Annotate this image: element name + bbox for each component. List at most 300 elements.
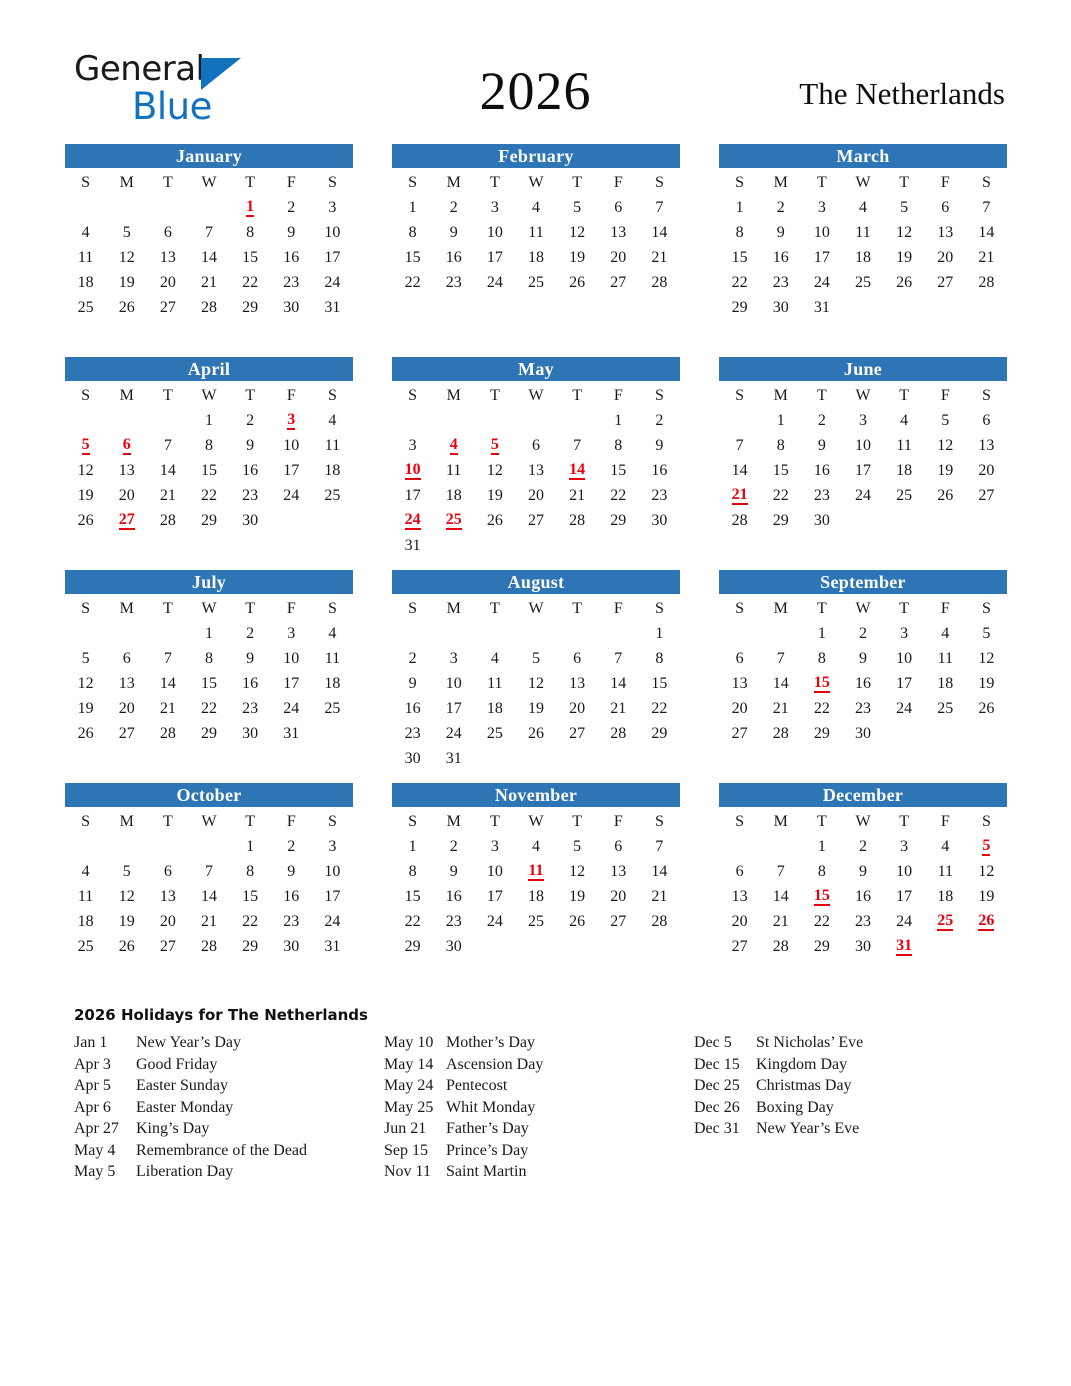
- day-cell-empty: [842, 295, 883, 320]
- day-cell: 10: [854, 436, 871, 454]
- day-cell: 23: [283, 273, 300, 291]
- day-cell-empty: [966, 934, 1007, 959]
- day-cell-empty: [474, 621, 515, 646]
- day-cell: 25: [324, 486, 341, 504]
- day-cell-holiday: [106, 508, 147, 533]
- week-row: [719, 195, 1007, 220]
- day-cell-empty: [65, 195, 106, 220]
- day-cell: 20: [159, 912, 176, 930]
- day-cell-empty: [598, 746, 639, 771]
- day-cell: 24: [486, 912, 503, 930]
- holiday-list-item: [384, 1054, 694, 1076]
- day-cell: 10: [896, 649, 913, 667]
- day-cell: 9: [858, 649, 867, 667]
- holiday-date: May 4: [74, 1141, 116, 1159]
- weekday-header: S: [408, 599, 418, 617]
- day-cell: 18: [527, 887, 544, 905]
- day-cell: 13: [118, 674, 135, 692]
- day-number: 26: [978, 912, 995, 929]
- day-cell-holiday: [271, 408, 312, 433]
- weekday-header-row: [719, 596, 1007, 621]
- day-cell: 10: [486, 223, 503, 241]
- day-cell: 29: [610, 511, 627, 529]
- day-cell-empty: [188, 195, 229, 220]
- day-cell-empty: [598, 533, 639, 558]
- day-cell: 12: [978, 649, 995, 667]
- day-cell: 8: [614, 436, 623, 454]
- day-cell: 27: [118, 724, 135, 742]
- week-row: [392, 746, 680, 771]
- holiday-list-item: [74, 1161, 384, 1183]
- day-number: 1: [246, 198, 255, 215]
- holiday-date: Nov 11: [384, 1163, 431, 1180]
- week-row: [719, 884, 1007, 909]
- day-cell: 4: [941, 624, 950, 642]
- day-cell: 7: [614, 649, 623, 667]
- day-cell: 24: [896, 699, 913, 717]
- day-cell-empty: [925, 508, 966, 533]
- week-row: [719, 408, 1007, 433]
- day-cell: 17: [283, 461, 300, 479]
- holiday-date: Jan 1: [74, 1034, 108, 1051]
- holiday-list-item: [384, 1140, 694, 1162]
- day-cell: 17: [486, 887, 503, 905]
- weekday-header: W: [201, 173, 217, 191]
- weekday-header: S: [327, 173, 337, 191]
- day-cell: 3: [900, 837, 909, 855]
- day-cell: 22: [813, 912, 830, 930]
- holiday-date: May 25: [384, 1098, 434, 1116]
- day-cell-empty: [966, 508, 1007, 533]
- month-title: March: [719, 144, 1007, 168]
- weekday-header: T: [816, 173, 827, 191]
- day-cell: 3: [817, 198, 826, 216]
- day-cell-empty: [147, 834, 188, 859]
- day-cell-empty: [639, 746, 680, 771]
- weekday-header: W: [855, 812, 871, 830]
- day-cell: 1: [776, 411, 785, 429]
- day-cell: 6: [163, 862, 172, 880]
- day-cell: 6: [163, 223, 172, 241]
- holidays-columns: [74, 1032, 1014, 1183]
- day-cell: 9: [817, 436, 826, 454]
- weekday-header: F: [613, 173, 623, 191]
- day-cell: 12: [118, 248, 135, 266]
- week-row: [392, 508, 680, 533]
- week-row: [719, 220, 1007, 245]
- day-cell: 19: [569, 248, 586, 266]
- day-number: 5: [982, 837, 991, 854]
- day-cell: 19: [118, 273, 135, 291]
- day-cell-holiday: [230, 195, 271, 220]
- day-cell: 31: [324, 937, 341, 955]
- page-title-country: The Netherlands: [799, 76, 1005, 111]
- month-block-january: [65, 144, 353, 357]
- day-cell: 10: [283, 436, 300, 454]
- page-header: [0, 0, 1071, 128]
- day-number: 21: [731, 486, 748, 503]
- day-number: 15: [813, 887, 830, 904]
- day-cell: 20: [978, 461, 995, 479]
- weekday-header: F: [286, 173, 296, 191]
- day-cell-empty: [719, 621, 760, 646]
- day-cell-empty: [433, 533, 474, 558]
- day-cell: 14: [731, 461, 748, 479]
- day-cell: 4: [900, 411, 909, 429]
- day-cell-holiday: [65, 433, 106, 458]
- holiday-name: Easter Monday: [136, 1098, 234, 1116]
- day-cell-holiday: [515, 859, 556, 884]
- weekday-header-row: [65, 809, 353, 834]
- day-cell: 24: [813, 273, 830, 291]
- week-row: [65, 508, 353, 533]
- day-cell: 9: [776, 223, 785, 241]
- day-cell: 26: [896, 273, 913, 291]
- day-cell: 8: [246, 223, 255, 241]
- weekday-header: F: [286, 386, 296, 404]
- day-cell: 1: [204, 411, 213, 429]
- day-cell-empty: [925, 295, 966, 320]
- holiday-date: Apr 3: [74, 1055, 111, 1073]
- month-table: [719, 383, 1007, 533]
- day-cell: 23: [242, 699, 259, 717]
- week-row: [392, 859, 680, 884]
- day-cell: 16: [404, 699, 421, 717]
- day-cell: 28: [978, 273, 995, 291]
- day-cell: 20: [731, 699, 748, 717]
- day-cell-empty: [147, 195, 188, 220]
- day-cell: 30: [854, 724, 871, 742]
- day-cell-empty: [557, 408, 598, 433]
- day-cell-empty: [515, 408, 556, 433]
- day-cell: 6: [735, 649, 744, 667]
- month-table: [392, 383, 680, 558]
- weekday-header: F: [286, 599, 296, 617]
- week-row: [65, 408, 353, 433]
- week-row: [65, 909, 353, 934]
- day-cell: 14: [651, 223, 668, 241]
- weekday-header: T: [899, 173, 910, 191]
- weekday-header: T: [162, 599, 173, 617]
- day-cell: 23: [445, 912, 462, 930]
- day-cell: 19: [527, 699, 544, 717]
- week-row: [392, 458, 680, 483]
- holiday-list-item: [384, 1075, 694, 1097]
- holiday-name: New Year’s Day: [136, 1034, 242, 1051]
- weekday-header: F: [613, 386, 623, 404]
- day-cell-empty: [515, 934, 556, 959]
- day-cell: 14: [200, 248, 217, 266]
- day-cell: 23: [854, 912, 871, 930]
- day-cell: 22: [651, 699, 668, 717]
- day-cell-empty: [106, 408, 147, 433]
- weekday-header: W: [201, 599, 217, 617]
- day-cell: 29: [772, 511, 789, 529]
- day-cell: 3: [490, 837, 499, 855]
- day-number: 25: [937, 912, 954, 929]
- day-cell: 17: [896, 887, 913, 905]
- week-row: [65, 696, 353, 721]
- weekday-header: T: [489, 599, 500, 617]
- week-row: [392, 909, 680, 934]
- day-cell: 11: [324, 649, 341, 667]
- months-grid: [65, 144, 1007, 996]
- day-cell: 15: [651, 674, 668, 692]
- month-block-february: [392, 144, 680, 357]
- day-cell: 24: [283, 699, 300, 717]
- day-cell-empty: [474, 533, 515, 558]
- holiday-name: King’s Day: [136, 1120, 210, 1137]
- day-cell: 22: [242, 912, 259, 930]
- day-cell: 20: [118, 699, 135, 717]
- month-title: April: [65, 357, 353, 381]
- day-cell: 25: [324, 699, 341, 717]
- day-cell: 2: [776, 198, 785, 216]
- day-cell: 21: [651, 248, 668, 266]
- day-cell: 29: [731, 298, 748, 316]
- month-table: [65, 170, 353, 320]
- day-cell: 6: [531, 436, 540, 454]
- day-cell-empty: [106, 834, 147, 859]
- day-cell: 12: [978, 862, 995, 880]
- holiday-date: May 14: [384, 1055, 434, 1073]
- day-cell-empty: [474, 746, 515, 771]
- day-cell: 2: [655, 411, 664, 429]
- day-cell: 4: [81, 862, 90, 880]
- day-cell: 2: [449, 837, 458, 855]
- holiday-date: Dec 31: [694, 1120, 740, 1137]
- day-cell: 17: [813, 248, 830, 266]
- day-cell-empty: [147, 621, 188, 646]
- day-cell: 8: [204, 436, 213, 454]
- day-cell: 7: [655, 837, 664, 855]
- weekday-header: W: [201, 812, 217, 830]
- holiday-list-item: [384, 1161, 694, 1183]
- day-cell: 30: [242, 511, 259, 529]
- day-cell: 18: [77, 912, 94, 930]
- week-row: [392, 533, 680, 558]
- day-cell: 26: [937, 486, 954, 504]
- day-cell: 28: [569, 511, 586, 529]
- weekday-header-row: [392, 170, 680, 195]
- day-cell: 23: [854, 699, 871, 717]
- day-cell-empty: [925, 721, 966, 746]
- day-cell: 27: [978, 486, 995, 504]
- month-title: May: [392, 357, 680, 381]
- weekday-header: M: [446, 812, 461, 830]
- holiday-list-item: [694, 1118, 1004, 1140]
- day-cell: 5: [122, 223, 131, 241]
- holiday-date: May 24: [384, 1077, 434, 1094]
- day-cell-empty: [760, 621, 801, 646]
- day-cell: 5: [122, 862, 131, 880]
- day-number: 11: [528, 862, 544, 879]
- day-cell: 26: [569, 912, 586, 930]
- holiday-name: Kingdom Day: [756, 1055, 848, 1073]
- day-cell-holiday: [433, 508, 474, 533]
- weekday-header: S: [981, 812, 991, 830]
- day-cell-empty: [557, 621, 598, 646]
- day-cell: 29: [813, 937, 830, 955]
- day-cell: 28: [159, 724, 176, 742]
- weekday-header: T: [899, 812, 910, 830]
- weekday-header: W: [201, 386, 217, 404]
- day-cell: 10: [283, 649, 300, 667]
- weekday-header-row: [65, 383, 353, 408]
- day-cell: 22: [200, 486, 217, 504]
- week-row: [719, 934, 1007, 959]
- day-cell: 13: [937, 223, 954, 241]
- day-cell: 13: [610, 223, 627, 241]
- holiday-date: Dec 15: [694, 1055, 740, 1073]
- day-cell: 24: [445, 724, 462, 742]
- month-block-march: [719, 144, 1007, 357]
- day-cell: 17: [324, 248, 341, 266]
- day-cell: 8: [735, 223, 744, 241]
- day-cell: 31: [813, 298, 830, 316]
- day-cell: 12: [118, 887, 135, 905]
- day-cell: 13: [731, 887, 748, 905]
- holiday-list-item: [384, 1118, 694, 1140]
- week-row: [392, 934, 680, 959]
- week-row: [392, 270, 680, 295]
- month-table: [392, 170, 680, 295]
- week-row: [392, 220, 680, 245]
- day-cell: 29: [651, 724, 668, 742]
- day-cell: 6: [735, 862, 744, 880]
- day-cell-holiday: [557, 458, 598, 483]
- day-number: 5: [490, 436, 499, 453]
- month-table: [392, 809, 680, 959]
- day-cell: 11: [896, 436, 912, 454]
- day-cell: 18: [445, 486, 462, 504]
- weekday-header-row: [392, 383, 680, 408]
- day-cell: 9: [858, 862, 867, 880]
- day-cell: 25: [77, 937, 94, 955]
- day-cell: 11: [528, 223, 544, 241]
- day-cell: 1: [614, 411, 623, 429]
- day-cell: 10: [486, 862, 503, 880]
- day-cell-empty: [106, 621, 147, 646]
- holiday-name: Pentecost: [446, 1077, 508, 1094]
- day-cell: 12: [486, 461, 503, 479]
- day-cell-holiday: [801, 671, 842, 696]
- day-cell: 18: [486, 699, 503, 717]
- weekday-header: W: [855, 386, 871, 404]
- day-number: 14: [569, 461, 586, 478]
- day-cell: 18: [77, 273, 94, 291]
- week-row: [392, 721, 680, 746]
- day-cell-holiday: [719, 483, 760, 508]
- holiday-list-item: [384, 1097, 694, 1119]
- day-cell-empty: [639, 934, 680, 959]
- day-cell-empty: [65, 621, 106, 646]
- weekday-header: T: [245, 812, 256, 830]
- day-cell: 3: [490, 198, 499, 216]
- month-block-may: [392, 357, 680, 570]
- day-cell: 1: [817, 624, 826, 642]
- holiday-date: Sep 15: [384, 1141, 428, 1159]
- day-cell: 20: [731, 912, 748, 930]
- day-cell: 31: [445, 749, 462, 767]
- day-cell: 23: [772, 273, 789, 291]
- holiday-name: Good Friday: [136, 1055, 218, 1073]
- weekday-header: F: [940, 599, 950, 617]
- day-cell: 20: [610, 248, 627, 266]
- day-cell-holiday: [392, 458, 433, 483]
- holidays-column: [694, 1032, 1004, 1183]
- day-cell: 30: [445, 937, 462, 955]
- week-row: [65, 458, 353, 483]
- day-cell: 17: [486, 248, 503, 266]
- day-cell: 17: [445, 699, 462, 717]
- day-number: 5: [81, 436, 90, 453]
- day-cell: 18: [937, 674, 954, 692]
- week-row: [392, 621, 680, 646]
- week-row: [65, 859, 353, 884]
- day-cell: 17: [324, 887, 341, 905]
- day-cell: 24: [854, 486, 871, 504]
- holiday-list-item: [74, 1097, 384, 1119]
- weekday-header: S: [654, 812, 664, 830]
- week-row: [392, 834, 680, 859]
- holidays-heading: 2026 Holidays for The Netherlands: [74, 1006, 368, 1024]
- day-cell: 15: [242, 248, 259, 266]
- week-row: [65, 646, 353, 671]
- day-cell-empty: [474, 934, 515, 959]
- day-cell: 17: [283, 674, 300, 692]
- logo-general-label: General: [74, 49, 205, 89]
- day-cell: 9: [246, 436, 255, 454]
- day-cell: 10: [896, 862, 913, 880]
- day-cell-empty: [106, 195, 147, 220]
- day-cell: 3: [858, 411, 867, 429]
- day-cell: 28: [200, 937, 217, 955]
- weekday-header: M: [773, 812, 788, 830]
- day-cell-holiday: [884, 934, 925, 959]
- day-cell-empty: [719, 408, 760, 433]
- day-cell-holiday: [392, 508, 433, 533]
- week-row: [719, 295, 1007, 320]
- day-cell: 21: [610, 699, 627, 717]
- month-block-october: [65, 783, 353, 996]
- holiday-name: Whit Monday: [446, 1098, 536, 1116]
- weekday-header: W: [528, 386, 544, 404]
- weekday-header: M: [119, 173, 134, 191]
- day-cell: 8: [408, 223, 417, 241]
- day-cell: 21: [159, 699, 176, 717]
- day-cell: 16: [854, 887, 871, 905]
- day-cell: 8: [246, 862, 255, 880]
- month-title: February: [392, 144, 680, 168]
- weekday-header: M: [773, 599, 788, 617]
- day-cell: 1: [408, 837, 417, 855]
- month-title: December: [719, 783, 1007, 807]
- day-cell-empty: [884, 508, 925, 533]
- day-cell: 4: [328, 411, 337, 429]
- day-cell: 27: [159, 937, 176, 955]
- holiday-date: Apr 6: [74, 1098, 111, 1116]
- day-cell: 11: [77, 248, 94, 266]
- day-cell: 31: [404, 536, 421, 554]
- day-cell: 5: [941, 411, 950, 429]
- week-row: [392, 646, 680, 671]
- day-cell: 14: [610, 674, 627, 692]
- weekday-header: M: [119, 599, 134, 617]
- weekday-header: S: [408, 173, 418, 191]
- holiday-list-item: [694, 1054, 1004, 1076]
- day-cell-empty: [392, 408, 433, 433]
